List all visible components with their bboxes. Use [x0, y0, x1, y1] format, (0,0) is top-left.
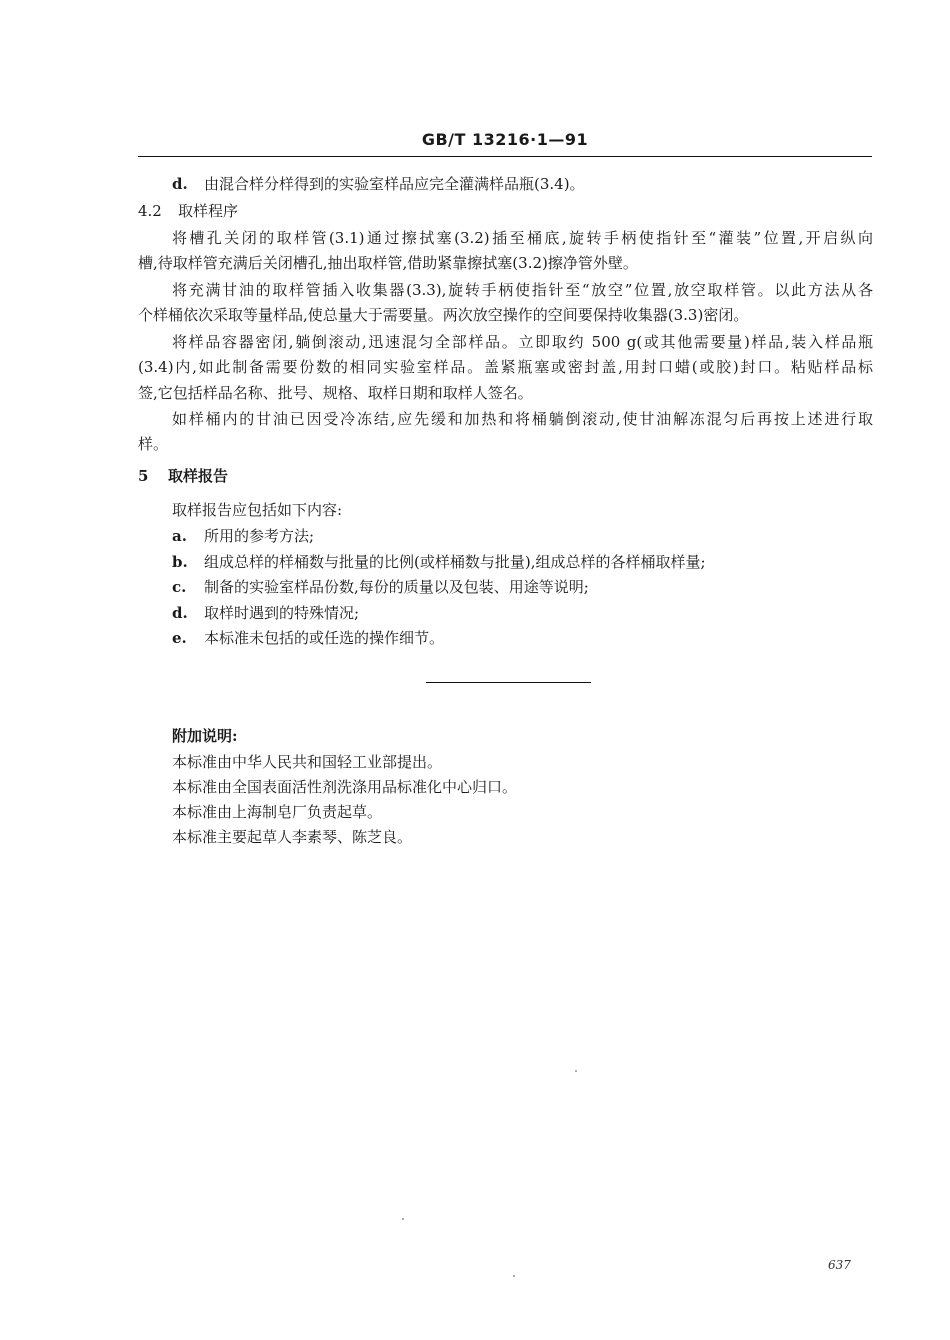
additional-note-line: 本标准由全国表面活性剂洗涤用品标准化中心归口。 — [172, 778, 518, 796]
section-5-intro: 取样报告应包括如下内容: — [172, 501, 343, 519]
list-item-d — [172, 603, 359, 623]
list-marker: a. — [172, 527, 187, 545]
list-item-e — [172, 628, 444, 648]
list-item-d-prev — [172, 174, 585, 194]
scan-speck — [402, 1218, 404, 1220]
list-marker: e. — [172, 629, 187, 647]
paragraph-line: 如样桶内的甘油已因受冷冻结,应先缓和加热和将桶躺倒滚动,使甘油解冻混匀后再按上述进行取 — [172, 410, 873, 428]
paragraph-line: (3.4)内,如此制备需要份数的相同实验室样品。盖紧瓶塞或密封盖,用封口蜡(或胶)封口。粘贴样品标 — [138, 358, 873, 376]
list-marker: b. — [172, 553, 188, 571]
paragraph-line: 签,它包括样品名称、批号、规格、取样日期和取样人签名。 — [138, 384, 533, 402]
scan-speck — [575, 1070, 577, 1072]
section-title: 取样报告 — [168, 467, 229, 485]
list-marker: d. — [172, 175, 188, 193]
list-item-c — [172, 577, 589, 597]
end-of-text-rule — [426, 682, 591, 683]
section-number: 5 — [138, 467, 149, 485]
section-5-heading — [138, 466, 228, 486]
list-item-b — [172, 552, 706, 572]
paragraph-line: 将槽孔关闭的取样管(3.1)通过擦拭塞(3.2)插至桶底,旋转手柄使指针至“灌装”位置,开启纵向 — [172, 229, 873, 247]
header-rule — [138, 156, 872, 157]
paragraph-line: 将充满甘油的取样管插入收集器(3.3),旋转手柄使指针至“放空”位置,放空取样管。以此方法从各 — [172, 281, 873, 299]
list-item-text: 本标准未包括的或任选的操作细节。 — [204, 629, 445, 647]
list-item-text: 取样时遇到的特殊情况; — [204, 604, 360, 622]
list-item-text: 由混合样分样得到的实验室样品应完全灌满样品瓶(3.4)。 — [204, 175, 585, 193]
additional-note-line: 本标准由中华人民共和国轻工业部提出。 — [172, 753, 443, 771]
paragraph-line: 样。 — [138, 435, 169, 453]
list-marker: d. — [172, 604, 188, 622]
section-title: 取样程序 — [178, 202, 239, 220]
list-marker: c. — [172, 578, 187, 596]
list-item-a — [172, 526, 314, 546]
list-item-text: 组成总样的样桶数与批量的比例(或样桶数与批量),组成总样的各样桶取样量; — [204, 553, 706, 571]
scan-speck — [513, 1275, 515, 1277]
page-number: 637 — [828, 1258, 851, 1272]
paragraph-line: 将样品容器密闭,躺倒滚动,迅速混匀全部样品。立即取约 500 g(或其他需要量)样品,装入样品瓶 — [172, 333, 873, 351]
additional-notes-title: 附加说明: — [172, 727, 238, 745]
list-item-text: 制备的实验室样品份数,每份的质量以及包装、用途等说明; — [204, 578, 589, 596]
paragraph-line: 个样桶依次采取等量样品,使总量大于需要量。两次放空操作的空间要保持收集器(3.3)密闭。 — [138, 306, 749, 324]
list-item-text: 所用的参考方法; — [204, 527, 315, 545]
standard-number-header: GB/T 13216·1—91 — [421, 130, 589, 149]
section-number: 4.2 — [138, 202, 162, 220]
additional-note-line: 本标准主要起草人李素琴、陈芝良。 — [172, 828, 413, 846]
additional-note-line: 本标准由上海制皂厂负责起草。 — [172, 803, 383, 821]
paragraph-line: 槽,待取样管充满后关闭槽孔,抽出取样管,借助紧靠擦拭塞(3.2)擦净管外壁。 — [138, 254, 638, 272]
section-4-2-heading — [138, 201, 238, 221]
